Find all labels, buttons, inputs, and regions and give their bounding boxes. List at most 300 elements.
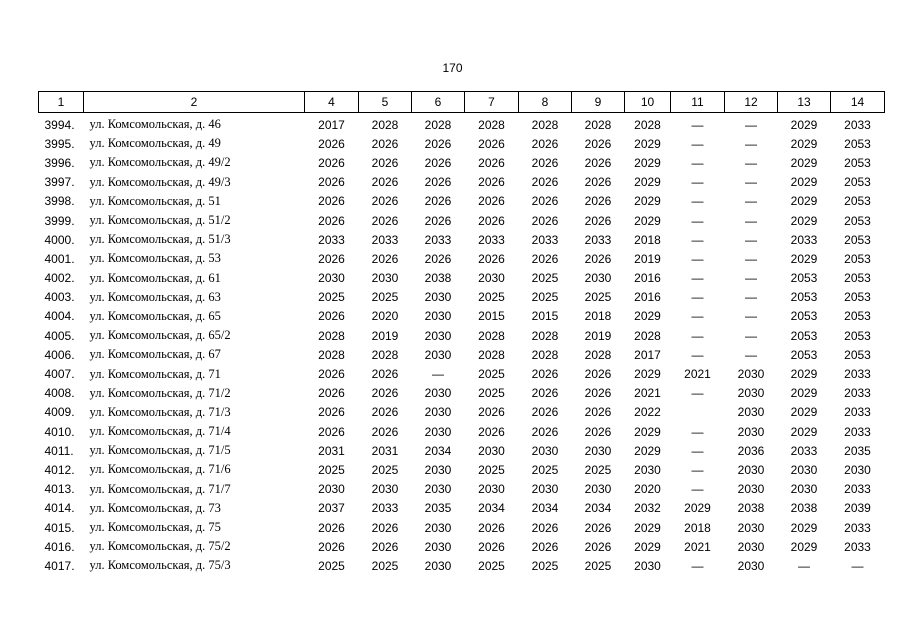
year-cell: — xyxy=(745,175,757,190)
year-cell: 2053 xyxy=(844,290,871,305)
year-cell: 2026 xyxy=(584,251,612,266)
year-cell: 2034 xyxy=(584,501,612,516)
row-number: 4009. xyxy=(44,405,75,420)
year-cell: 2018 xyxy=(634,232,661,247)
year-cell: 2026 xyxy=(584,539,612,554)
year-cell: 2025 xyxy=(531,290,559,305)
row-number: 4015. xyxy=(44,520,75,535)
year-cell: — xyxy=(691,251,704,266)
year-cell: — xyxy=(432,367,444,382)
year-cell: 2026 xyxy=(478,251,505,266)
year-cell: 2034 xyxy=(531,501,559,516)
year-cell: 2026 xyxy=(318,251,345,266)
year-cell: 2033 xyxy=(844,405,871,420)
row-number: 4002. xyxy=(44,271,75,286)
year-cell: 2026 xyxy=(424,155,452,170)
year-cell: 2030 xyxy=(478,443,505,458)
year-cell: — xyxy=(745,232,757,247)
year-cell: 2025 xyxy=(478,558,505,573)
address-cell: ул. Комсомольская, д. 71/2 xyxy=(89,385,231,400)
year-cell: 2026 xyxy=(478,520,505,535)
year-cell: 2033 xyxy=(844,539,871,554)
year-cell: 2025 xyxy=(531,462,559,477)
address-cell: ул. Комсомольская, д. 49 xyxy=(89,136,221,151)
col-header: 12 xyxy=(725,92,778,113)
table-row xyxy=(39,113,885,135)
year-cell: 2030 xyxy=(737,424,765,439)
year-cell: 2033 xyxy=(424,232,452,247)
year-cell: 2026 xyxy=(478,136,505,151)
year-cell: 2030 xyxy=(584,271,612,286)
year-cell: 2029 xyxy=(790,424,818,439)
year-cell: — xyxy=(691,482,704,497)
year-cell: 2016 xyxy=(634,290,661,305)
year-cell: 2026 xyxy=(371,539,399,554)
row-number: 4004. xyxy=(44,309,75,324)
year-cell: 2029 xyxy=(790,539,818,554)
year-cell: 2026 xyxy=(371,520,399,535)
address-cell: ул. Комсомольская, д. 71/4 xyxy=(89,424,231,439)
year-cell: 2053 xyxy=(844,175,871,190)
year-cell: 2038 xyxy=(737,501,765,516)
year-cell: — xyxy=(745,136,757,151)
table-row xyxy=(39,230,885,249)
row-number: 4011. xyxy=(44,443,74,458)
year-cell: — xyxy=(745,347,757,362)
year-cell: 2025 xyxy=(584,462,612,477)
year-cell: 2017 xyxy=(318,117,345,132)
year-cell: 2028 xyxy=(371,347,399,362)
year-cell: 2030 xyxy=(584,443,612,458)
table-row xyxy=(39,307,885,326)
year-cell: 2026 xyxy=(478,405,505,420)
row-number: 3996. xyxy=(44,155,75,170)
year-cell: 2029 xyxy=(634,539,661,554)
table-row xyxy=(39,422,885,441)
year-cell: 2028 xyxy=(634,328,661,343)
year-cell: 2030 xyxy=(424,405,452,420)
year-cell: 2029 xyxy=(634,309,661,324)
address-cell: ул. Комсомольская, д. 71/6 xyxy=(89,462,231,477)
year-cell: 2029 xyxy=(634,367,661,382)
year-cell: 2025 xyxy=(478,386,505,401)
year-cell: 2030 xyxy=(478,271,505,286)
year-cell: 2026 xyxy=(318,424,345,439)
year-cell: — xyxy=(745,328,757,343)
year-cell: 2020 xyxy=(371,309,399,324)
year-cell: 2028 xyxy=(531,117,559,132)
year-cell: 2026 xyxy=(531,251,559,266)
year-cell: — xyxy=(691,424,704,439)
year-cell: 2025 xyxy=(371,558,399,573)
year-cell: 2026 xyxy=(531,405,559,420)
table-row xyxy=(39,134,885,153)
year-cell: 2053 xyxy=(844,271,871,286)
year-cell: — xyxy=(691,462,704,477)
year-cell: 2026 xyxy=(584,155,612,170)
year-cell: — xyxy=(691,136,704,151)
year-cell: 2029 xyxy=(790,136,818,151)
year-cell: 2030 xyxy=(737,386,765,401)
year-cell: 2030 xyxy=(424,328,452,343)
row-number: 4014. xyxy=(44,501,75,516)
year-cell: 2026 xyxy=(318,520,345,535)
year-cell: — xyxy=(745,271,757,286)
year-cell: 2028 xyxy=(584,117,612,132)
year-cell: 2030 xyxy=(737,462,765,477)
year-cell: 2030 xyxy=(371,482,399,497)
year-cell: 2033 xyxy=(371,501,399,516)
table-row xyxy=(39,345,885,364)
year-cell: 2018 xyxy=(584,309,612,324)
col-header: 7 xyxy=(465,92,519,113)
year-cell: 2037 xyxy=(318,501,345,516)
year-cell: 2036 xyxy=(737,443,765,458)
year-cell: 2026 xyxy=(478,194,505,209)
table-row xyxy=(39,192,885,211)
col-header: 4 xyxy=(305,92,359,113)
year-cell: 2030 xyxy=(737,539,765,554)
row-number: 3999. xyxy=(44,213,75,228)
year-cell: 2015 xyxy=(531,309,559,324)
year-cell: 2026 xyxy=(318,367,345,382)
col-header: 14 xyxy=(831,92,885,113)
year-cell: — xyxy=(691,443,704,458)
table-row xyxy=(39,173,885,192)
year-cell: 2026 xyxy=(424,175,452,190)
year-cell: 2021 xyxy=(684,539,711,554)
year-cell: — xyxy=(745,251,757,266)
year-cell: 2026 xyxy=(584,520,612,535)
year-cell: 2026 xyxy=(424,251,452,266)
year-cell: 2053 xyxy=(844,328,871,343)
year-cell: 2033 xyxy=(790,232,818,247)
row-number: 4017. xyxy=(44,558,75,573)
address-cell: ул. Комсомольская, д. 49/3 xyxy=(89,174,231,189)
row-number: 4012. xyxy=(44,462,75,477)
address-cell: ул. Комсомольская, д. 71/5 xyxy=(89,443,231,458)
year-cell: 2030 xyxy=(790,482,818,497)
year-cell: 2031 xyxy=(318,443,345,458)
year-cell: 2053 xyxy=(790,290,818,305)
year-cell: 2030 xyxy=(531,482,559,497)
address-cell: ул. Комсомольская, д. 61 xyxy=(89,270,221,285)
year-cell: 2026 xyxy=(478,539,505,554)
year-cell: 2030 xyxy=(737,367,765,382)
year-cell: 2053 xyxy=(790,271,818,286)
year-cell: 2028 xyxy=(634,117,661,132)
year-cell: 2053 xyxy=(844,194,871,209)
year-cell: 2026 xyxy=(318,539,345,554)
year-cell: 2030 xyxy=(424,462,452,477)
year-cell: 2033 xyxy=(318,232,345,247)
year-cell: 2026 xyxy=(531,175,559,190)
year-cell: — xyxy=(745,117,757,132)
table-row xyxy=(39,153,885,172)
year-cell: 2025 xyxy=(584,290,612,305)
year-cell: 2030 xyxy=(531,443,559,458)
year-cell: 2030 xyxy=(844,462,871,477)
col-header: 8 xyxy=(519,92,572,113)
year-cell: 2028 xyxy=(318,347,345,362)
address-cell: ул. Комсомольская, д. 71/7 xyxy=(89,481,231,496)
year-cell: 2026 xyxy=(584,367,612,382)
year-cell: 2053 xyxy=(844,347,871,362)
year-cell: 2026 xyxy=(584,194,612,209)
year-cell: — xyxy=(745,213,757,228)
year-cell: 2028 xyxy=(531,328,559,343)
year-cell: 2033 xyxy=(844,520,871,535)
year-cell: 2019 xyxy=(371,328,399,343)
year-cell: 2030 xyxy=(424,520,452,535)
year-cell: 2029 xyxy=(790,405,818,420)
year-cell: 2030 xyxy=(634,558,661,573)
year-cell: — xyxy=(691,328,704,343)
year-cell: 2030 xyxy=(371,271,399,286)
year-cell: 2035 xyxy=(844,443,871,458)
year-cell: — xyxy=(691,117,704,132)
table-row xyxy=(39,364,885,383)
year-cell: 2025 xyxy=(478,290,505,305)
row-number: 3994. xyxy=(44,117,75,132)
row-number: 4013. xyxy=(44,482,75,497)
year-cell: 2033 xyxy=(371,232,399,247)
year-cell: 2030 xyxy=(424,386,452,401)
year-cell: — xyxy=(691,271,704,286)
year-cell: 2033 xyxy=(844,367,871,382)
year-cell: 2026 xyxy=(584,424,612,439)
year-cell: 2028 xyxy=(478,328,505,343)
year-cell: 2021 xyxy=(634,386,661,401)
year-cell: 2019 xyxy=(634,251,661,266)
year-cell: 2030 xyxy=(634,462,661,477)
schedule-table xyxy=(38,91,885,576)
address-cell: ул. Комсомольская, д. 67 xyxy=(89,347,221,362)
table-row xyxy=(39,537,885,556)
year-cell: 2030 xyxy=(424,347,452,362)
col-header: 1 xyxy=(39,92,84,113)
year-cell: 2026 xyxy=(424,136,452,151)
year-cell: 2026 xyxy=(371,194,399,209)
year-cell: 2028 xyxy=(424,117,452,132)
year-cell: 2030 xyxy=(737,558,765,573)
year-cell: 2031 xyxy=(371,443,399,458)
table-body xyxy=(39,113,885,576)
col-header: 13 xyxy=(778,92,831,113)
year-cell: 2026 xyxy=(318,136,345,151)
year-cell: 2026 xyxy=(584,405,612,420)
year-cell: — xyxy=(691,309,704,324)
year-cell: 2026 xyxy=(478,175,505,190)
year-cell: 2053 xyxy=(844,155,871,170)
address-cell: ул. Комсомольская, д. 65 xyxy=(89,308,221,323)
year-cell: — xyxy=(851,558,864,573)
year-cell: 2026 xyxy=(531,155,559,170)
year-cell: 2026 xyxy=(318,213,345,228)
address-cell: ул. Комсомольская, д. 46 xyxy=(89,117,221,132)
year-cell: 2039 xyxy=(844,501,871,516)
year-cell: 2033 xyxy=(844,386,871,401)
year-cell: 2029 xyxy=(790,194,818,209)
year-cell: 2034 xyxy=(478,501,505,516)
year-cell: 2033 xyxy=(844,117,871,132)
year-cell: — xyxy=(798,558,810,573)
year-cell: 2053 xyxy=(844,309,871,324)
year-cell: — xyxy=(745,155,757,170)
year-cell: 2029 xyxy=(634,155,661,170)
address-cell: ул. Комсомольская, д. 75 xyxy=(89,520,221,535)
year-cell: 2033 xyxy=(844,482,871,497)
year-cell: 2053 xyxy=(790,309,818,324)
year-cell: 2026 xyxy=(531,386,559,401)
row-number: 4005. xyxy=(44,328,75,343)
year-cell: 2026 xyxy=(531,136,559,151)
year-cell: 2026 xyxy=(371,405,399,420)
row-number: 4006. xyxy=(44,347,75,362)
year-cell: 2030 xyxy=(318,271,345,286)
table-row xyxy=(39,518,885,537)
year-cell: — xyxy=(745,309,757,324)
year-cell: 2028 xyxy=(478,117,505,132)
year-cell: 2029 xyxy=(790,213,818,228)
year-cell: 2033 xyxy=(844,424,871,439)
year-cell: 2053 xyxy=(844,136,871,151)
year-cell: 2025 xyxy=(318,558,345,573)
year-cell: 2053 xyxy=(790,347,818,362)
year-cell: — xyxy=(691,155,704,170)
year-cell: — xyxy=(691,290,704,305)
year-cell: 2033 xyxy=(790,443,818,458)
year-cell: 2026 xyxy=(478,213,505,228)
year-cell: 2030 xyxy=(424,558,452,573)
year-cell: 2029 xyxy=(684,501,711,516)
year-cell: 2030 xyxy=(318,482,345,497)
year-cell: 2026 xyxy=(584,175,612,190)
year-cell: 2026 xyxy=(531,424,559,439)
year-cell: 2029 xyxy=(634,136,661,151)
address-cell: ул. Комсомольская, д. 49/2 xyxy=(89,155,231,170)
table-row xyxy=(39,211,885,230)
year-cell: 2053 xyxy=(844,251,871,266)
year-cell: 2029 xyxy=(790,175,818,190)
year-cell: — xyxy=(691,194,704,209)
year-cell: 2025 xyxy=(584,558,612,573)
year-cell: 2022 xyxy=(634,405,661,420)
year-cell: 2026 xyxy=(584,213,612,228)
year-cell: 2028 xyxy=(371,117,399,132)
year-cell: — xyxy=(745,194,757,209)
row-number: 3997. xyxy=(44,175,75,190)
year-cell: 2026 xyxy=(371,424,399,439)
page-number: 170 xyxy=(442,61,463,75)
address-cell: ул. Комсомольская, д. 65/2 xyxy=(89,328,231,343)
year-cell xyxy=(671,403,725,422)
year-cell: — xyxy=(691,386,704,401)
row-number: 4008. xyxy=(44,386,75,401)
address-cell: ул. Комсомольская, д. 51/3 xyxy=(89,232,231,247)
address-cell: ул. Комсомольская, д. 75/2 xyxy=(89,539,231,554)
year-cell: 2020 xyxy=(634,482,661,497)
year-cell: 2017 xyxy=(634,347,661,362)
year-cell: 2026 xyxy=(371,175,399,190)
row-number: 3998. xyxy=(44,194,75,209)
table-row xyxy=(39,480,885,499)
table-row xyxy=(39,249,885,268)
year-cell: 2033 xyxy=(584,232,612,247)
year-cell: 2030 xyxy=(424,290,452,305)
table-row xyxy=(39,288,885,307)
year-cell: 2053 xyxy=(790,328,818,343)
col-header: 9 xyxy=(572,92,625,113)
year-cell: — xyxy=(691,175,704,190)
col-header: 2 xyxy=(84,92,305,113)
address-cell: ул. Комсомольская, д. 51/2 xyxy=(89,213,231,228)
year-cell: 2026 xyxy=(371,136,399,151)
year-cell: 2053 xyxy=(844,213,871,228)
year-cell: 2026 xyxy=(531,367,559,382)
year-cell: 2026 xyxy=(478,155,505,170)
year-cell: 2029 xyxy=(790,520,818,535)
year-cell: 2026 xyxy=(531,539,559,554)
year-cell: 2030 xyxy=(737,405,765,420)
address-cell: ул. Комсомольская, д. 71/3 xyxy=(89,404,231,419)
year-cell: 2035 xyxy=(424,501,452,516)
year-cell: 2029 xyxy=(790,117,818,132)
year-cell: 2015 xyxy=(478,309,505,324)
year-cell: 2028 xyxy=(584,347,612,362)
year-cell: 2029 xyxy=(790,386,818,401)
year-cell: 2029 xyxy=(634,175,661,190)
row-number: 4010. xyxy=(44,424,75,439)
year-cell: 2026 xyxy=(371,251,399,266)
address-cell: ул. Комсомольская, д. 53 xyxy=(89,251,221,266)
year-cell: 2038 xyxy=(424,271,452,286)
year-cell: 2025 xyxy=(371,290,399,305)
year-cell: 2026 xyxy=(424,194,452,209)
year-cell: 2026 xyxy=(531,194,559,209)
year-cell: 2025 xyxy=(371,462,399,477)
year-cell: 2026 xyxy=(318,405,345,420)
year-cell: 2025 xyxy=(478,367,505,382)
table-row xyxy=(39,460,885,479)
year-cell: 2025 xyxy=(531,271,559,286)
year-cell: — xyxy=(691,347,704,362)
header-row xyxy=(39,92,885,113)
address-cell: ул. Комсомольская, д. 71 xyxy=(89,366,221,381)
year-cell: 2029 xyxy=(634,424,661,439)
year-cell: 2026 xyxy=(478,424,505,439)
year-cell: 2029 xyxy=(634,194,661,209)
year-cell: 2029 xyxy=(790,251,818,266)
year-cell: 2028 xyxy=(478,347,505,362)
year-cell: 2026 xyxy=(584,386,612,401)
year-cell: 2026 xyxy=(371,213,399,228)
year-cell: 2028 xyxy=(318,328,345,343)
year-cell: 2025 xyxy=(318,290,345,305)
year-cell: 2026 xyxy=(318,386,345,401)
year-cell: 2019 xyxy=(584,328,612,343)
year-cell: 2026 xyxy=(318,194,345,209)
row-number: 4000. xyxy=(44,232,75,247)
row-number: 3995. xyxy=(44,136,75,151)
year-cell: 2030 xyxy=(737,520,765,535)
year-cell: 2053 xyxy=(844,232,871,247)
year-cell: — xyxy=(691,213,704,228)
col-header: 5 xyxy=(359,92,412,113)
year-cell: 2029 xyxy=(634,443,661,458)
year-cell: 2029 xyxy=(790,155,818,170)
table-row xyxy=(39,499,885,518)
